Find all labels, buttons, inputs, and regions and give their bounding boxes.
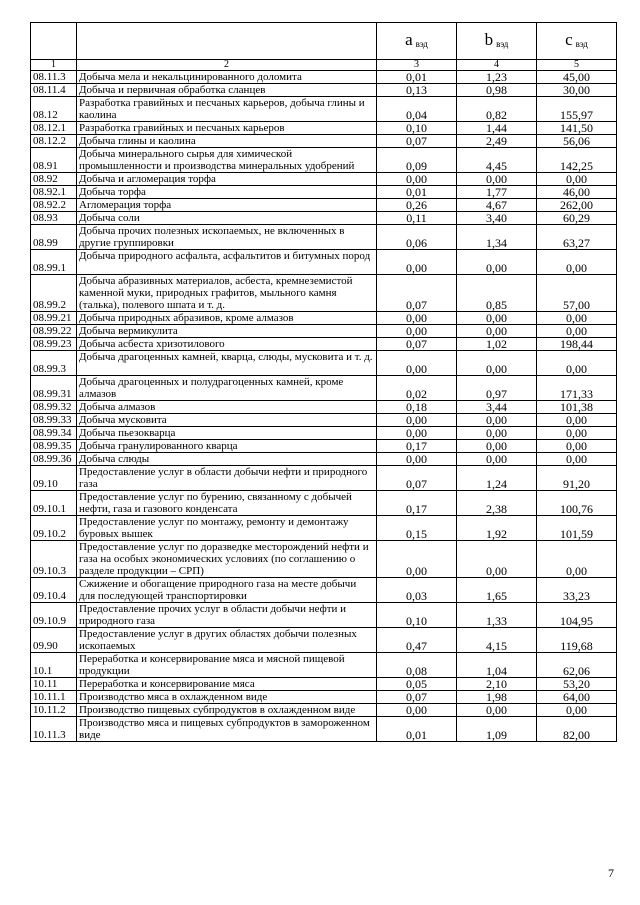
name-cell: Добыча природных абразивов, кроме алмазов: [77, 312, 377, 325]
name-cell: Добыча гранулированного кварца: [77, 440, 377, 453]
column-index: 1: [31, 60, 77, 71]
value-a-cell: 0,17: [377, 440, 457, 453]
value-a-cell: 0,00: [377, 704, 457, 717]
value-b-cell: 3,44: [457, 401, 537, 414]
code-cell: 09.90: [31, 628, 77, 653]
coefficients-table: [30, 22, 617, 742]
value-b-cell: 0,97: [457, 376, 537, 401]
table-row: [31, 466, 617, 491]
value-a-cell: 0,07: [377, 275, 457, 312]
header-col-b: b $_{вэд}$: [457, 23, 537, 60]
code-cell: 08.92.2: [31, 199, 77, 212]
value-c-cell: 0,00: [537, 704, 617, 717]
value-b-cell: 0,00: [457, 427, 537, 440]
column-index-row: [31, 60, 617, 71]
code-cell: 08.99.35: [31, 440, 77, 453]
value-a-cell: 0,15: [377, 516, 457, 541]
table-row: [31, 628, 617, 653]
value-b-cell: 1,33: [457, 603, 537, 628]
value-c-cell: 262,00: [537, 199, 617, 212]
code-cell: 08.92.1: [31, 186, 77, 199]
name-cell: Предоставление прочих услуг в области добычи нефти и природного газа: [77, 603, 377, 628]
value-c-cell: 0,00: [537, 440, 617, 453]
code-cell: 08.99.33: [31, 414, 77, 427]
code-cell: 10.11: [31, 678, 77, 691]
value-b-cell: 1,02: [457, 338, 537, 351]
code-cell: 09.10.4: [31, 578, 77, 603]
column-index: 5: [537, 60, 617, 71]
value-a-cell: 0,17: [377, 491, 457, 516]
name-cell: Переработка и консервирование мяса и мясной пищевой продукции: [77, 653, 377, 678]
name-cell: Добыча вермикулита: [77, 325, 377, 338]
code-cell: 08.92: [31, 173, 77, 186]
value-c-cell: 104,95: [537, 603, 617, 628]
value-a-cell: 0,00: [377, 325, 457, 338]
value-a-cell: 0,01: [377, 186, 457, 199]
value-c-cell: 57,00: [537, 275, 617, 312]
value-b-cell: 1,44: [457, 122, 537, 135]
value-a-cell: 0,00: [377, 541, 457, 578]
value-a-cell: 0,05: [377, 678, 457, 691]
name-cell: Предоставление услуг по бурению, связанному с добычей нефти, газа и газового конденсата: [77, 491, 377, 516]
value-c-cell: 63,27: [537, 225, 617, 250]
table-row: [31, 199, 617, 212]
name-cell: Предоставление услуг в области добычи нефти и природного газа: [77, 466, 377, 491]
value-b-cell: 1,92: [457, 516, 537, 541]
value-c-cell: 56,06: [537, 135, 617, 148]
value-c-cell: 101,38: [537, 401, 617, 414]
table-row: [31, 376, 617, 401]
value-a-cell: 0,00: [377, 250, 457, 275]
table-row: [31, 122, 617, 135]
name-cell: Добыча алмазов: [77, 401, 377, 414]
value-a-cell: 0,00: [377, 351, 457, 376]
value-b-cell: 4,67: [457, 199, 537, 212]
table-row: [31, 250, 617, 275]
code-cell: 08.99.21: [31, 312, 77, 325]
name-cell: Добыча минерального сырья для химической промышленности и производства минеральных удобрений: [77, 148, 377, 173]
value-c-cell: 142,25: [537, 148, 617, 173]
table-row: [31, 148, 617, 173]
value-c-cell: 45,00: [537, 71, 617, 84]
code-cell: 08.12: [31, 97, 77, 122]
value-a-cell: 0,06: [377, 225, 457, 250]
value-a-cell: 0,02: [377, 376, 457, 401]
name-cell: Добыча драгоценных камней, кварца, слюды, мусковита и т. д.: [77, 351, 377, 376]
value-a-cell: 0,01: [377, 71, 457, 84]
code-cell: 08.99.22: [31, 325, 77, 338]
table-row: [31, 135, 617, 148]
name-cell: Добыча природного асфальта, асфальтитов и битумных пород: [77, 250, 377, 275]
value-a-cell: 0,00: [377, 453, 457, 466]
name-cell: Добыча торфа: [77, 186, 377, 199]
name-cell: Разработка гравийных и песчаных карьеров: [77, 122, 377, 135]
code-cell: 10.1: [31, 653, 77, 678]
name-cell: Производство пищевых субпродуктов в охлажденном виде: [77, 704, 377, 717]
value-c-cell: 101,59: [537, 516, 617, 541]
value-c-cell: 33,23: [537, 578, 617, 603]
code-cell: 08.99.34: [31, 427, 77, 440]
value-b-cell: 2,10: [457, 678, 537, 691]
value-b-cell: 4,15: [457, 628, 537, 653]
value-c-cell: 64,00: [537, 691, 617, 704]
name-cell: Добыча и агломерация торфа: [77, 173, 377, 186]
table-row: [31, 351, 617, 376]
header-code-cell: [31, 23, 77, 60]
value-a-cell: 0,13: [377, 84, 457, 97]
code-cell: 08.12.1: [31, 122, 77, 135]
code-cell: 08.99.1: [31, 250, 77, 275]
value-b-cell: 0,98: [457, 84, 537, 97]
value-a-cell: 0,09: [377, 148, 457, 173]
value-c-cell: 30,00: [537, 84, 617, 97]
name-cell: Добыча прочих полезных ископаемых, не включенных в другие группировки: [77, 225, 377, 250]
name-cell: Предоставление услуг по доразведке месторождений нефти и газа на особых экономических условиях (по соглашению о разделе продукции – СРП): [77, 541, 377, 578]
value-c-cell: 82,00: [537, 717, 617, 742]
table-row: [31, 491, 617, 516]
value-c-cell: 100,76: [537, 491, 617, 516]
code-cell: 10.11.2: [31, 704, 77, 717]
value-a-cell: 0,47: [377, 628, 457, 653]
code-cell: 08.11.3: [31, 71, 77, 84]
value-a-cell: 0,18: [377, 401, 457, 414]
code-cell: 09.10.2: [31, 516, 77, 541]
value-a-cell: 0,00: [377, 173, 457, 186]
code-cell: 09.10.9: [31, 603, 77, 628]
table-row: [31, 275, 617, 312]
table-row: [31, 440, 617, 453]
value-c-cell: 0,00: [537, 541, 617, 578]
value-c-cell: 198,44: [537, 338, 617, 351]
code-cell: 09.10.3: [31, 541, 77, 578]
table-row: [31, 541, 617, 578]
value-a-cell: 0,26: [377, 199, 457, 212]
value-b-cell: 0,82: [457, 97, 537, 122]
value-a-cell: 0,07: [377, 466, 457, 491]
value-b-cell: 1,34: [457, 225, 537, 250]
value-c-cell: 53,20: [537, 678, 617, 691]
value-c-cell: 0,00: [537, 427, 617, 440]
name-cell: Добыча драгоценных и полудрагоценных камней, кроме алмазов: [77, 376, 377, 401]
header-col-c: c $_{вэд}$: [537, 23, 617, 60]
value-a-cell: 0,07: [377, 338, 457, 351]
value-a-cell: 0,01: [377, 717, 457, 742]
table-row: [31, 212, 617, 225]
value-b-cell: 1,65: [457, 578, 537, 603]
value-b-cell: 2,38: [457, 491, 537, 516]
name-cell: Производство мяса в охлажденном виде: [77, 691, 377, 704]
value-c-cell: 0,00: [537, 351, 617, 376]
table-row: [31, 578, 617, 603]
header-name-cell: [77, 23, 377, 60]
table-row: [31, 717, 617, 742]
value-c-cell: 155,97: [537, 97, 617, 122]
value-b-cell: 0,00: [457, 541, 537, 578]
value-b-cell: 1,77: [457, 186, 537, 199]
value-c-cell: 141,50: [537, 122, 617, 135]
code-cell: 08.99: [31, 225, 77, 250]
value-b-cell: 0,00: [457, 453, 537, 466]
table-row: [31, 71, 617, 84]
table-row: [31, 653, 617, 678]
name-cell: Предоставление услуг по монтажу, ремонту и демонтажу буровых вышек: [77, 516, 377, 541]
value-c-cell: 171,33: [537, 376, 617, 401]
name-cell: Предоставление услуг в других областях добычи полезных ископаемых: [77, 628, 377, 653]
value-c-cell: 0,00: [537, 453, 617, 466]
value-b-cell: 1,98: [457, 691, 537, 704]
code-cell: 08.99.23: [31, 338, 77, 351]
value-a-cell: 0,00: [377, 414, 457, 427]
table-row: [31, 691, 617, 704]
table-row: [31, 401, 617, 414]
value-c-cell: 0,00: [537, 414, 617, 427]
value-b-cell: 3,40: [457, 212, 537, 225]
table-row: [31, 84, 617, 97]
name-cell: Добыча и первичная обработка сланцев: [77, 84, 377, 97]
value-b-cell: 0,00: [457, 414, 537, 427]
value-c-cell: 0,00: [537, 325, 617, 338]
value-c-cell: 91,20: [537, 466, 617, 491]
value-c-cell: 62,06: [537, 653, 617, 678]
code-cell: 08.99.32: [31, 401, 77, 414]
code-cell: 08.11.4: [31, 84, 77, 97]
document-sheet: [30, 22, 616, 742]
name-cell: Сжижение и обогащение природного газа на месте добычи для последующей транспортировки: [77, 578, 377, 603]
code-cell: 08.99.2: [31, 275, 77, 312]
value-c-cell: 0,00: [537, 312, 617, 325]
value-c-cell: 46,00: [537, 186, 617, 199]
table-row: [31, 516, 617, 541]
name-cell: Производство мяса и пищевых субпродуктов в замороженном виде: [77, 717, 377, 742]
table-row: [31, 97, 617, 122]
code-cell: 10.11.1: [31, 691, 77, 704]
value-a-cell: 0,08: [377, 653, 457, 678]
table-row: [31, 414, 617, 427]
value-a-cell: 0,10: [377, 603, 457, 628]
value-a-cell: 0,11: [377, 212, 457, 225]
table-row: [31, 325, 617, 338]
table-row: [31, 312, 617, 325]
code-cell: 09.10: [31, 466, 77, 491]
name-cell: Агломерация торфа: [77, 199, 377, 212]
name-cell: Добыча абразивных материалов, асбеста, кремнеземистой каменной муки, природных графитов, мыльного камня (талька), полевого шпата и т. д.: [77, 275, 377, 312]
header-col-a: a $_{вэд}$: [377, 23, 457, 60]
value-b-cell: 0,00: [457, 351, 537, 376]
table-row: [31, 678, 617, 691]
table-row: [31, 173, 617, 186]
name-cell: Разработка гравийных и песчаных карьеров, добыча глины и каолина: [77, 97, 377, 122]
table-row: [31, 186, 617, 199]
value-c-cell: 60,29: [537, 212, 617, 225]
value-b-cell: 0,00: [457, 173, 537, 186]
value-b-cell: 2,49: [457, 135, 537, 148]
name-cell: Добыча слюды: [77, 453, 377, 466]
table-row: [31, 225, 617, 250]
value-a-cell: 0,03: [377, 578, 457, 603]
name-cell: Переработка и консервирование мяса: [77, 678, 377, 691]
value-b-cell: 1,23: [457, 71, 537, 84]
value-a-cell: 0,00: [377, 312, 457, 325]
value-c-cell: 0,00: [537, 250, 617, 275]
table-row: [31, 338, 617, 351]
code-cell: 08.99.36: [31, 453, 77, 466]
value-b-cell: 4,45: [457, 148, 537, 173]
value-a-cell: 0,07: [377, 691, 457, 704]
value-b-cell: 0,00: [457, 250, 537, 275]
table-row: [31, 427, 617, 440]
name-cell: Добыча мела и некальцинированного доломита: [77, 71, 377, 84]
value-c-cell: 119,68: [537, 628, 617, 653]
value-b-cell: 0,00: [457, 704, 537, 717]
column-index: 4: [457, 60, 537, 71]
value-a-cell: 0,04: [377, 97, 457, 122]
code-cell: 08.91: [31, 148, 77, 173]
name-cell: Добыча мусковита: [77, 414, 377, 427]
table-header-row: [31, 23, 617, 60]
name-cell: Добыча глины и каолина: [77, 135, 377, 148]
value-b-cell: 1,04: [457, 653, 537, 678]
value-b-cell: 0,00: [457, 440, 537, 453]
name-cell: Добыча пьезокварца: [77, 427, 377, 440]
table-row: [31, 704, 617, 717]
table-body: [31, 71, 617, 742]
value-a-cell: 0,07: [377, 135, 457, 148]
value-c-cell: 0,00: [537, 173, 617, 186]
value-b-cell: 0,00: [457, 325, 537, 338]
code-cell: 08.12.2: [31, 135, 77, 148]
value-a-cell: 0,10: [377, 122, 457, 135]
code-cell: 08.99.3: [31, 351, 77, 376]
value-b-cell: 1,24: [457, 466, 537, 491]
page-number: 7: [608, 866, 614, 880]
code-cell: 09.10.1: [31, 491, 77, 516]
value-b-cell: 0,00: [457, 312, 537, 325]
value-b-cell: 0,85: [457, 275, 537, 312]
column-index: 3: [377, 60, 457, 71]
value-b-cell: 1,09: [457, 717, 537, 742]
name-cell: Добыча соли: [77, 212, 377, 225]
code-cell: 10.11.3: [31, 717, 77, 742]
value-a-cell: 0,00: [377, 427, 457, 440]
code-cell: 08.99.31: [31, 376, 77, 401]
table-row: [31, 453, 617, 466]
name-cell: Добыча асбеста хризотилового: [77, 338, 377, 351]
column-index: 2: [77, 60, 377, 71]
table-row: [31, 603, 617, 628]
code-cell: 08.93: [31, 212, 77, 225]
